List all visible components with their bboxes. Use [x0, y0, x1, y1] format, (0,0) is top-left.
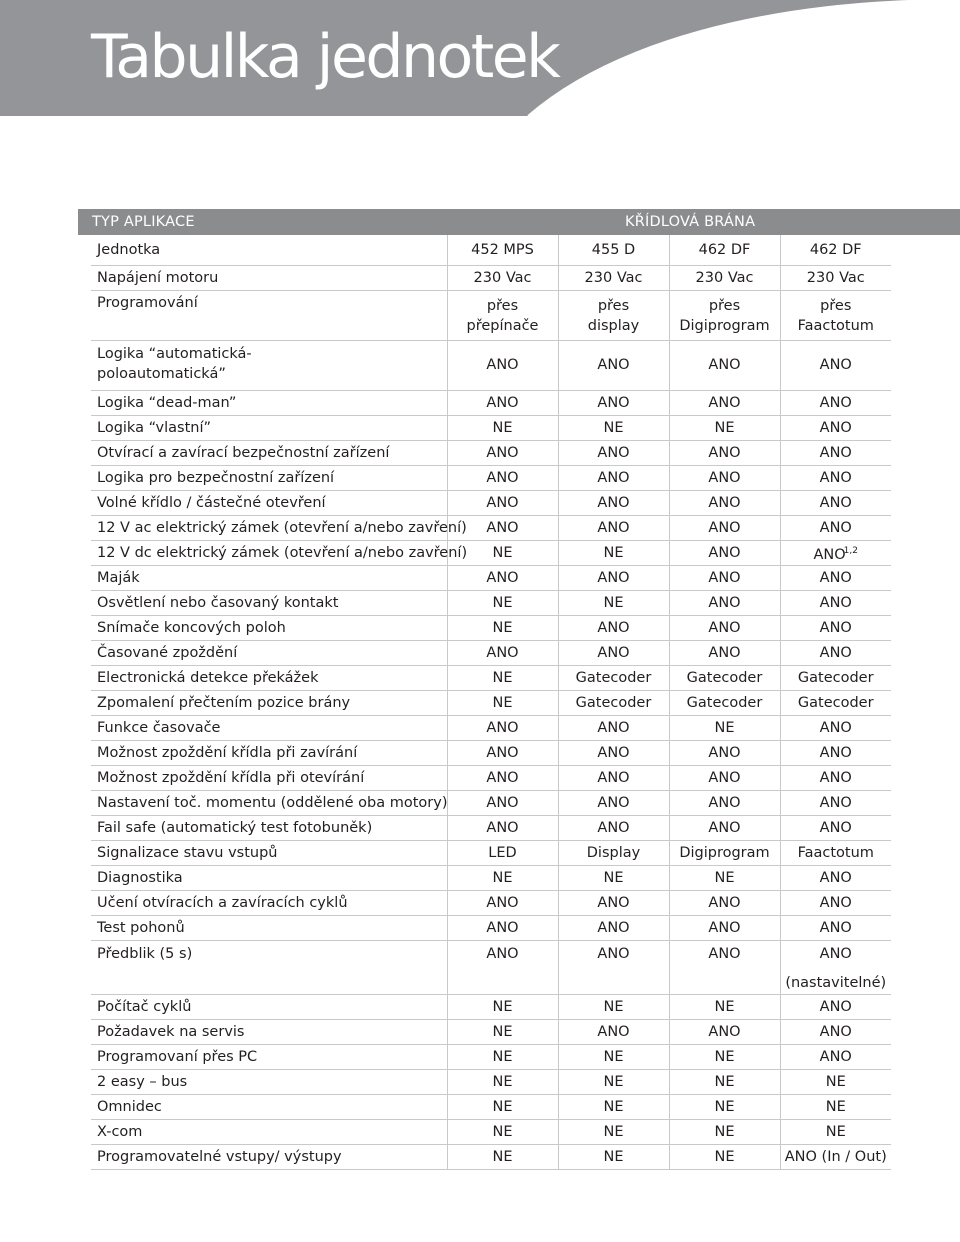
cell-value: ANO	[780, 391, 891, 416]
cell-value: ANO	[780, 995, 891, 1020]
cell-value: ANO	[780, 891, 891, 916]
cell-value: ANO	[780, 766, 891, 791]
row-label: Programovaní přes PC	[91, 1045, 447, 1070]
cell-value: 230 Vac	[558, 266, 669, 291]
table-row	[91, 541, 891, 566]
cell-value: Gatecoder	[558, 691, 669, 716]
cell-value: ANO	[558, 891, 669, 916]
cell-value: NE	[669, 1070, 780, 1095]
cell-value: ANO (In / Out)	[780, 1145, 891, 1170]
cell-value: NE	[669, 1145, 780, 1170]
table-row	[91, 916, 891, 941]
row-label: 12 V dc elektrický zámek (otevření a/nebo zavření)	[91, 541, 447, 566]
cell-value: Gatecoder	[669, 666, 780, 691]
cell-value: ANO	[558, 341, 669, 391]
cell-value: NE	[669, 716, 780, 741]
cell-value	[447, 291, 558, 341]
cell-value: ANO	[780, 341, 891, 391]
table-row	[91, 1145, 891, 1170]
cell-value: ANO	[447, 766, 558, 791]
cell-value: ANO	[669, 541, 780, 566]
cell-value: NE	[558, 541, 669, 566]
table-row	[91, 816, 891, 841]
cell-value: Gatecoder	[780, 666, 891, 691]
cell-value: ANO	[447, 441, 558, 466]
cell-value	[558, 291, 669, 341]
row-label: Možnost zpoždění křídla při zavírání	[91, 741, 447, 766]
table-row	[91, 866, 891, 891]
table-row	[91, 741, 891, 766]
table-row	[91, 1020, 891, 1045]
cell-value: ANO	[447, 716, 558, 741]
cell-value: NE	[447, 995, 558, 1020]
cell-value: ANO	[780, 516, 891, 541]
cell-value: ANO	[447, 466, 558, 491]
row-label: Snímače koncových poloh	[91, 616, 447, 641]
row-label	[91, 341, 447, 391]
cell-value: ANO	[669, 441, 780, 466]
unit-name: 455 D	[558, 235, 669, 266]
row-label: Test pohonů	[91, 916, 447, 941]
cell-value: ANO	[780, 466, 891, 491]
cell-value: ANO	[558, 391, 669, 416]
row-label: Otvírací a zavírací bezpečnostní zařízení	[91, 441, 447, 466]
cell-value: NE	[558, 416, 669, 441]
row-label: Logika pro bezpečnostní zařízení	[91, 466, 447, 491]
row-label: Maják	[91, 566, 447, 591]
cell-value: ANO	[558, 766, 669, 791]
table-row	[91, 995, 891, 1020]
table-row	[91, 841, 891, 866]
row-label: Omnidec	[91, 1095, 447, 1120]
application-type-label: TYP APLIKACE	[92, 214, 195, 230]
unit-name: 462 DF	[780, 235, 891, 266]
unit-name: 462 DF	[669, 235, 780, 266]
row-label: Electronická detekce překážek	[91, 666, 447, 691]
cell-value: ANO	[669, 916, 780, 941]
cell-value: Faactotum	[780, 841, 891, 866]
cell-value: NE	[558, 1095, 669, 1120]
cell-value	[780, 541, 891, 566]
table-row	[91, 941, 891, 995]
cell-value: ANO	[558, 441, 669, 466]
cell-value	[780, 941, 891, 995]
cell-value: NE	[447, 1120, 558, 1145]
row-label: Nastavení toč. momentu (oddělené oba motory)	[91, 791, 447, 816]
cell-value: ANO	[558, 466, 669, 491]
application-type-band	[78, 209, 960, 235]
cell-value: ANO	[558, 916, 669, 941]
cell-value: Gatecoder	[558, 666, 669, 691]
cell-value: NE	[780, 1095, 891, 1120]
cell-value: ANO	[669, 741, 780, 766]
row-label: Logika “dead-man”	[91, 391, 447, 416]
cell-value: NE	[447, 416, 558, 441]
cell-value: ANO	[558, 641, 669, 666]
table-row	[91, 691, 891, 716]
cell-value: NE	[447, 1070, 558, 1095]
cell-value: Display	[558, 841, 669, 866]
cell-value: NE	[558, 1145, 669, 1170]
table-row	[91, 266, 891, 291]
cell-value: NE	[558, 1070, 669, 1095]
cell-value: ANO	[669, 491, 780, 516]
cell-value: ANO	[669, 566, 780, 591]
table-row	[91, 466, 891, 491]
cell-value: ANO	[780, 791, 891, 816]
row-label: Diagnostika	[91, 866, 447, 891]
cell-value	[780, 291, 891, 341]
cell-value: ANO	[447, 566, 558, 591]
cell-value: Gatecoder	[669, 691, 780, 716]
cell-value: ANO	[558, 791, 669, 816]
header-curve-decoration	[0, 0, 960, 116]
cell-value: ANO	[447, 816, 558, 841]
cell-value: 230 Vac	[669, 266, 780, 291]
cell-value: ANO	[558, 716, 669, 741]
table-row	[91, 516, 891, 541]
row-label: Programovatelné vstupy/ výstupy	[91, 1145, 447, 1170]
cell-value: ANO	[780, 591, 891, 616]
cell-value: ANO	[558, 941, 669, 995]
table-row	[91, 666, 891, 691]
row-label: Osvětlení nebo časovaný kontakt	[91, 591, 447, 616]
table-row	[91, 791, 891, 816]
gate-type-label: KŘÍDLOVÁ BRÁNA	[625, 214, 756, 230]
cell-value: ANO	[558, 816, 669, 841]
cell-value	[669, 291, 780, 341]
table-row	[91, 1120, 891, 1145]
row-label: 12 V ac elektrický zámek (otevření a/nebo zavření)	[91, 516, 447, 541]
cell-value: NE	[669, 866, 780, 891]
cell-value: NE	[447, 1145, 558, 1170]
row-label: Fail safe (automatický test fotobuněk)	[91, 816, 447, 841]
table-row	[91, 616, 891, 641]
cell-value: ANO	[780, 1020, 891, 1045]
cell-value: ANO	[447, 516, 558, 541]
row-label: Předblik (5 s)	[91, 941, 447, 995]
units-table	[91, 235, 891, 1170]
cell-value: NE	[558, 591, 669, 616]
cell-text: přes Faactotum	[797, 297, 874, 334]
cell-value: NE	[447, 616, 558, 641]
cell-value: ANO	[780, 641, 891, 666]
table-row	[91, 566, 891, 591]
table-row	[91, 891, 891, 916]
cell-value: ANO	[558, 1020, 669, 1045]
cell-value: ANO	[780, 741, 891, 766]
cell-value: ANO	[780, 716, 891, 741]
cell-value: ANO	[669, 641, 780, 666]
cell-value: ANO	[669, 816, 780, 841]
cell-value: 230 Vac	[780, 266, 891, 291]
cell-value: ANO	[447, 891, 558, 916]
cell-value: LED	[447, 841, 558, 866]
cell-value: ANO	[669, 466, 780, 491]
cell-text: přes display	[587, 297, 640, 334]
row-label: Požadavek na servis	[91, 1020, 447, 1045]
cell-value: ANO	[669, 341, 780, 391]
cell-value: NE	[447, 541, 558, 566]
table-row	[91, 1070, 891, 1095]
row-label: Logika “vlastní”	[91, 416, 447, 441]
cell-value: ANO	[669, 1020, 780, 1045]
cell-value: ANO	[447, 916, 558, 941]
cell-value: ANO	[447, 791, 558, 816]
cell-value: NE	[558, 866, 669, 891]
row-label: X-com	[91, 1120, 447, 1145]
cell-value: ANO	[780, 616, 891, 641]
cell-value: Gatecoder	[780, 691, 891, 716]
cell-value: NE	[558, 1045, 669, 1070]
cell-value: ANO	[558, 741, 669, 766]
cell-value: NE	[669, 995, 780, 1020]
adjustable-note: (nastavitelné)	[785, 975, 887, 991]
cell-text: přes přepínače	[466, 297, 539, 334]
cell-value: ANO	[669, 766, 780, 791]
row-label: Volné křídlo / částečné otevření	[91, 491, 447, 516]
cell-value: NE	[669, 1120, 780, 1145]
row-label: Učení otvíracích a zavíracích cyklů	[91, 891, 447, 916]
cell-value: ANO	[447, 491, 558, 516]
table-row	[91, 391, 891, 416]
cell-value: NE	[447, 591, 558, 616]
footnote-marker: 1,2	[843, 545, 858, 556]
table-row	[91, 591, 891, 616]
table-row	[91, 341, 891, 391]
cell-text: přes Digiprogram	[679, 297, 770, 334]
cell-value: Digiprogram	[669, 841, 780, 866]
cell-value: ANO	[669, 791, 780, 816]
cell-value: NE	[447, 866, 558, 891]
table-row	[91, 641, 891, 666]
cell-value: ANO	[558, 516, 669, 541]
table-header-row	[91, 235, 891, 266]
unit-name: 452 MPS	[447, 235, 558, 266]
cell-value: ANO	[447, 341, 558, 391]
page-title: Tabulka jednotek	[91, 22, 559, 92]
cell-value: NE	[447, 1045, 558, 1070]
cell-value: NE	[780, 1070, 891, 1095]
cell-value: NE	[447, 1095, 558, 1120]
row-label: Možnost zpoždění křídla při otevírání	[91, 766, 447, 791]
header-label: Jednotka	[91, 235, 447, 266]
cell-value: NE	[558, 1120, 669, 1145]
table-row	[91, 1095, 891, 1120]
cell-value: ANO	[558, 566, 669, 591]
table-row	[91, 416, 891, 441]
cell-value: NE	[447, 1020, 558, 1045]
cell-value: ANO	[780, 441, 891, 466]
cell-value: ANO	[780, 916, 891, 941]
cell-value: ANO	[669, 941, 780, 995]
cell-value: ANO	[669, 391, 780, 416]
cell-value: ANO	[780, 491, 891, 516]
cell-value: NE	[447, 666, 558, 691]
cell-value: ANO	[558, 616, 669, 641]
cell-value: NE	[669, 1095, 780, 1120]
cell-value: ANO	[669, 591, 780, 616]
cell-value: ANO	[780, 866, 891, 891]
row-label: Funkce časovače	[91, 716, 447, 741]
table-row	[91, 1045, 891, 1070]
cell-value: ANO	[780, 416, 891, 441]
cell-value: 230 Vac	[447, 266, 558, 291]
row-label: 2 easy – bus	[91, 1070, 447, 1095]
cell-text: ANO	[819, 946, 852, 962]
table-row	[91, 766, 891, 791]
row-label: Programování	[91, 291, 447, 341]
cell-value: NE	[447, 691, 558, 716]
table-row	[91, 716, 891, 741]
cell-text: ANO	[813, 546, 846, 563]
cell-value: ANO	[780, 566, 891, 591]
table-row	[91, 291, 891, 341]
cell-value: ANO	[558, 491, 669, 516]
cell-value: ANO	[447, 391, 558, 416]
cell-value: ANO	[669, 616, 780, 641]
cell-value: ANO	[780, 1045, 891, 1070]
row-label: Časované zpoždění	[91, 641, 447, 666]
row-label: Napájení motoru	[91, 266, 447, 291]
cell-value: ANO	[447, 641, 558, 666]
cell-value: NE	[558, 995, 669, 1020]
row-label: Zpomalení přečtením pozice brány	[91, 691, 447, 716]
cell-value: ANO	[669, 891, 780, 916]
row-label: Počítač cyklů	[91, 995, 447, 1020]
cell-value: ANO	[447, 741, 558, 766]
row-label-text: Logika “automatická-poloautomatická”	[97, 346, 252, 382]
cell-value: NE	[669, 1045, 780, 1070]
cell-value: ANO	[669, 516, 780, 541]
table-row	[91, 441, 891, 466]
page-header	[0, 0, 960, 116]
cell-value: ANO	[447, 941, 558, 995]
cell-value: ANO	[780, 816, 891, 841]
cell-value: NE	[669, 416, 780, 441]
row-label: Signalizace stavu vstupů	[91, 841, 447, 866]
table-row	[91, 491, 891, 516]
cell-value: NE	[780, 1120, 891, 1145]
